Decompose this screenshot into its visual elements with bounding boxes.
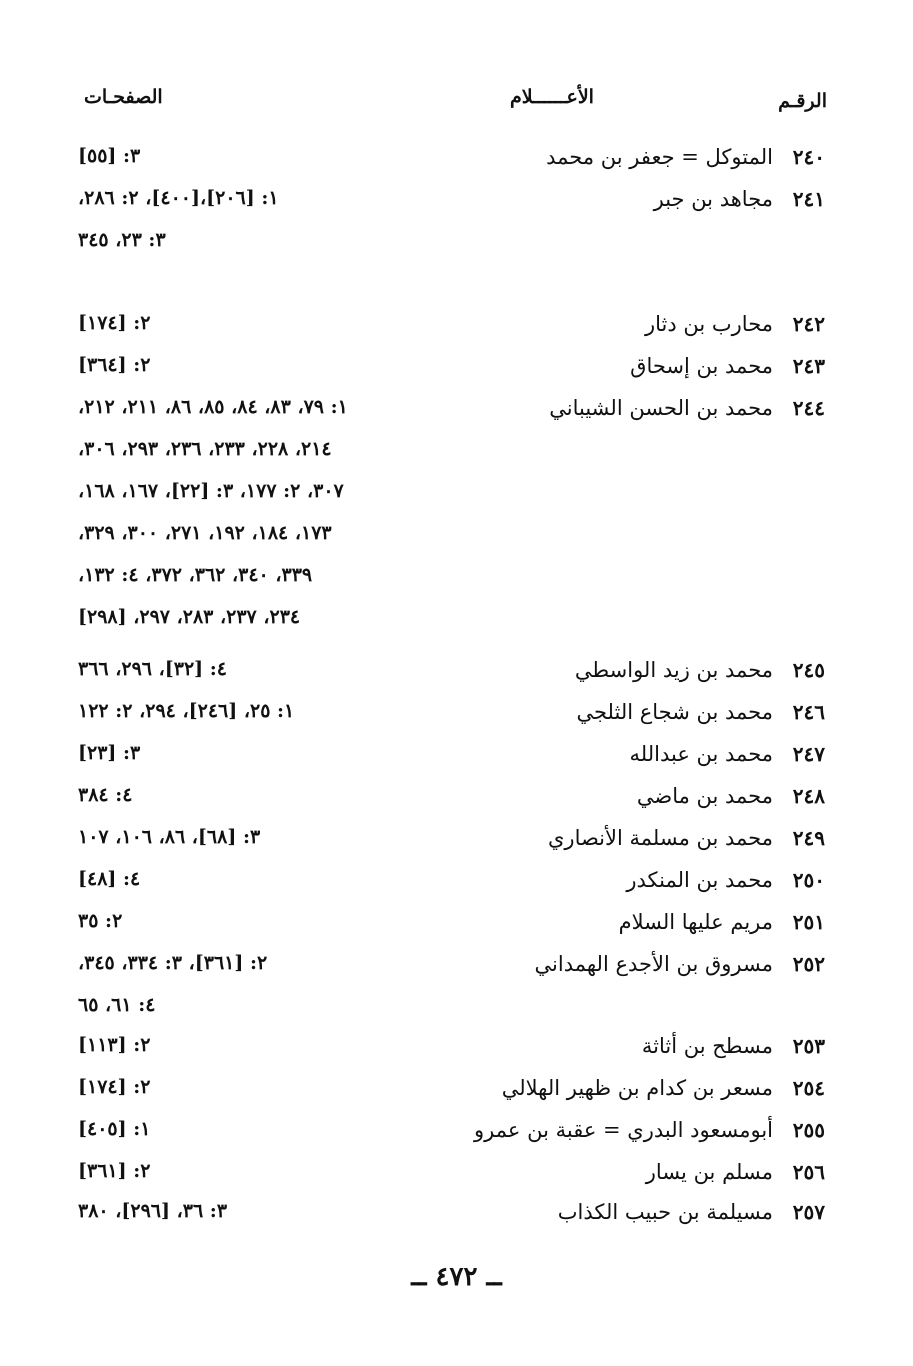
entry-name: مسطح بن أثاثة (641, 1034, 773, 1058)
header-number: الرقـم (778, 90, 827, 112)
list-item (0, 1034, 913, 1074)
list-item (0, 1118, 913, 1158)
entry-pages: ١: ٢٥، [٢٤٦]، ٢٩٤، ٢: ١٢٢ (78, 700, 295, 722)
entry-pages: ١: [٢٠٦]،[٤٠٠]، ٢: ٢٨٦، (78, 187, 279, 209)
list-item (0, 229, 913, 269)
list-item (0, 994, 913, 1034)
entry-name: محمد بن الحسن الشيباني (549, 396, 773, 420)
entry-name: مسعر بن كدام بن ظهير الهلالي (501, 1076, 773, 1100)
entry-pages: ٢: [١١٣] (78, 1034, 151, 1056)
entry-pages: ٢١٤، ٢٢٨، ٢٣٣، ٢٣٦، ٢٩٣، ٣٠٦، (78, 438, 332, 460)
entry-number: ٢٤١ (792, 187, 825, 211)
list-item (0, 742, 913, 782)
entry-name: مسيلمة بن حبيب الكذاب (557, 1200, 773, 1224)
entry-name: مسلم بن يسار (645, 1160, 773, 1184)
entry-name: محمد بن المنكدر (626, 868, 773, 892)
list-item (0, 312, 913, 352)
entry-number: ٢٥٤ (792, 1076, 825, 1100)
list-item (0, 784, 913, 824)
list-item (0, 1160, 913, 1200)
entry-pages: ٣: ٣٦، [٢٩٦]، ٣٨٠ (78, 1200, 228, 1222)
list-item (0, 480, 913, 520)
entry-pages: ٤: [٤٨] (78, 868, 141, 890)
entry-number: ٢٥٠ (792, 868, 825, 892)
entry-pages: ٢: [٣٦١] (78, 1160, 151, 1182)
entry-name: مجاهد بن جبر (653, 187, 773, 211)
entry-number: ٢٤٤ (792, 396, 825, 420)
entry-pages: ٢: [٣٦٤] (78, 354, 151, 376)
entry-name: محمد بن شجاع الثلجي (576, 700, 773, 724)
entry-pages: ٢: [١٧٤] (78, 1076, 151, 1098)
list-item (0, 826, 913, 866)
entry-number: ٢٤٠ (792, 145, 825, 169)
entry-number: ٢٤٣ (792, 354, 825, 378)
entry-name: محمد بن عبدالله (629, 742, 773, 766)
entry-pages: ٢: [١٧٤] (78, 312, 151, 334)
entry-number: ٢٥٦ (792, 1160, 825, 1184)
entry-name: مريم عليها السلام (618, 910, 773, 934)
list-item (0, 606, 913, 646)
list-item (0, 868, 913, 908)
entry-number: ٢٤٦ (792, 700, 825, 724)
entry-name: محمد بن مسلمة الأنصاري (547, 826, 773, 850)
entry-pages: ٢٣٤، ٢٣٧، ٢٨٣، ٢٩٧، [٢٩٨] (78, 606, 301, 628)
entry-number: ٢٥٣ (792, 1034, 825, 1058)
entry-pages: ٤: ٦١، ٦٥ (78, 994, 156, 1016)
entry-number: ٢٤٧ (792, 742, 825, 766)
list-item (0, 187, 913, 227)
entry-name: المتوكل = جعفر بن محمد (546, 145, 773, 169)
entry-pages: ٣٣٩، ٣٤٠، ٣٦٢، ٣٧٢، ٤: ١٣٢، (78, 564, 313, 586)
header-names: الأعــــــلام (510, 86, 594, 108)
entry-pages: ١٧٣، ١٨٤، ١٩٢، ٢٧١، ٣٠٠، ٣٢٩، (78, 522, 332, 544)
page-number: ــ ٤٧٢ ــ (411, 1262, 502, 1292)
entry-pages: ٢: ٣٥ (78, 910, 123, 932)
entry-pages: ٤: [٣٢]، ٢٩٦، ٣٦٦ (78, 658, 228, 680)
entry-number: ٢٤٥ (792, 658, 825, 682)
entry-name: محمد بن إسحاق (630, 354, 773, 378)
entry-number: ٢٥٥ (792, 1118, 825, 1142)
entry-pages: ٤: ٣٨٤ (78, 784, 133, 806)
entry-pages: ١: ٧٩، ٨٣، ٨٤، ٨٥، ٨٦، ٢١١، ٢١٢، (78, 396, 348, 418)
list-item (0, 910, 913, 950)
list-item (0, 522, 913, 562)
list-item (0, 952, 913, 992)
list-item (0, 1200, 913, 1240)
entry-number: ٢٤٨ (792, 784, 825, 808)
entry-number: ٢٥٢ (792, 952, 825, 976)
list-item (0, 700, 913, 740)
list-item (0, 438, 913, 478)
entry-number: ٢٥٧ (792, 1200, 825, 1224)
entry-name: محارب بن دثار (644, 312, 773, 336)
entry-pages: ١: [٤٠٥] (78, 1118, 151, 1140)
entry-pages: ٣: ٢٣، ٣٤٥ (78, 229, 166, 251)
entry-number: ٢٥١ (792, 910, 825, 934)
list-item (0, 396, 913, 436)
entry-pages: ٣: [٦٨]، ٨٦، ١٠٦، ١٠٧ (78, 826, 261, 848)
entry-name: محمد بن ماضي (636, 784, 773, 808)
entry-name: محمد بن زيد الواسطي (574, 658, 773, 682)
entry-name: مسروق بن الأجدع الهمداني (534, 952, 773, 976)
header-pages: الصفحـات (84, 86, 163, 108)
entry-name: أبومسعود البدري = عقبة بن عمرو (474, 1118, 773, 1142)
list-item (0, 1076, 913, 1116)
list-item (0, 354, 913, 394)
entry-pages: ٢: [٣٦١]، ٣: ٣٣٤، ٣٤٥، (78, 952, 268, 974)
entry-number: ٢٤٢ (792, 312, 825, 336)
entry-pages: ٣٠٧، ٢: ١٧٧، ٣: [٢٢]، ١٦٧، ١٦٨، (78, 480, 344, 502)
entry-number: ٢٤٩ (792, 826, 825, 850)
list-item (0, 145, 913, 185)
list-item (0, 658, 913, 698)
entry-pages: ٣: [٥٥] (78, 145, 141, 167)
entry-pages: ٣: [٢٣] (78, 742, 141, 764)
list-item (0, 564, 913, 604)
